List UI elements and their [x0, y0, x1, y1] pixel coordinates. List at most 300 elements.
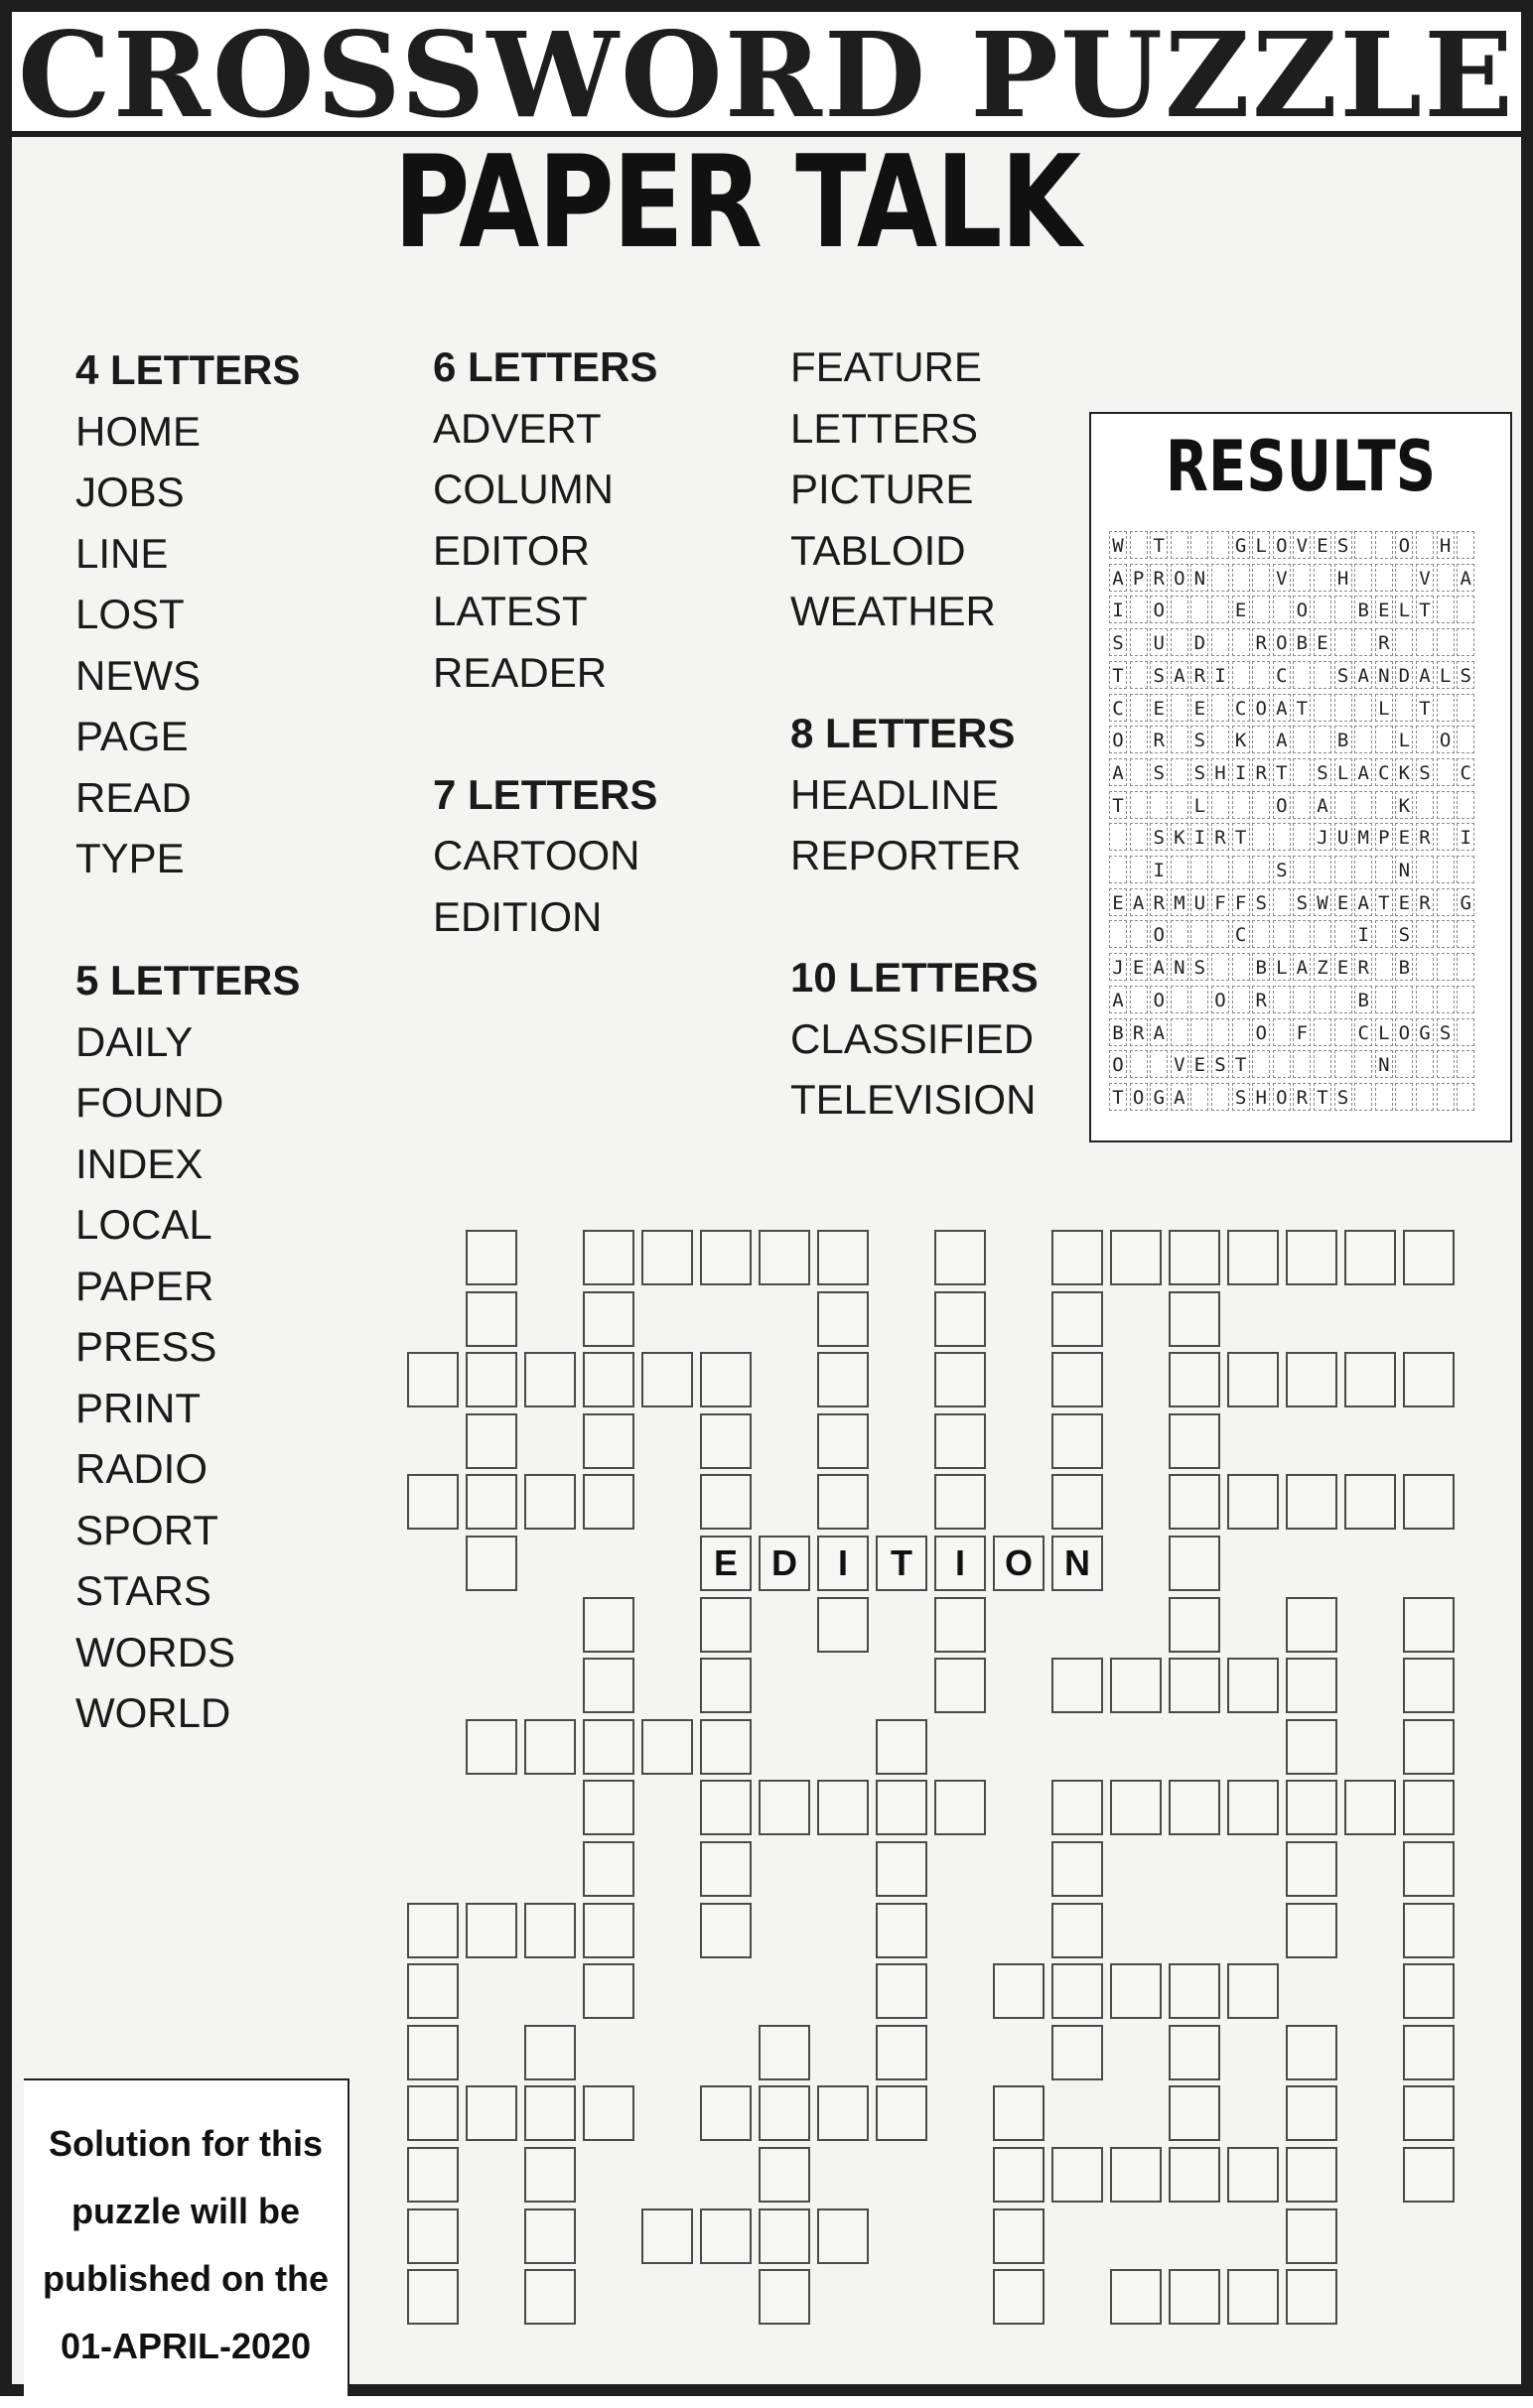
- solution-line-1: Solution for this: [49, 2123, 323, 2164]
- results-cell: F: [1232, 888, 1250, 916]
- crossword-cell[interactable]: [759, 2147, 810, 2203]
- results-cell: A: [1314, 791, 1331, 819]
- word-list-item: INDEX: [75, 1139, 204, 1187]
- crossword-cell[interactable]: [466, 1413, 517, 1469]
- results-cell: O: [1437, 726, 1455, 753]
- results-cell: U: [1334, 823, 1352, 851]
- crossword-cell[interactable]: [817, 2208, 869, 2264]
- crossword-cell[interactable]: [700, 1658, 752, 1713]
- results-cell: O: [1252, 1018, 1270, 1046]
- results-cell: A: [1293, 953, 1311, 981]
- crossword-cell[interactable]: [524, 2208, 576, 2264]
- crossword-cell[interactable]: [1110, 2147, 1162, 2203]
- crossword-cell[interactable]: [1227, 2269, 1279, 2325]
- crossword-cell[interactable]: [1403, 1658, 1455, 1713]
- results-cell: I: [1354, 920, 1372, 948]
- crossword-cell[interactable]: [1403, 1719, 1455, 1775]
- crossword-cell[interactable]: [934, 1597, 986, 1653]
- results-cell: O: [1395, 1018, 1413, 1046]
- crossword-cell[interactable]: [466, 1536, 517, 1591]
- results-cell: T: [1232, 1050, 1250, 1078]
- crossword-cell[interactable]: [1051, 2025, 1103, 2080]
- crossword-cell[interactable]: [700, 1413, 752, 1469]
- word-list-item: READ: [75, 773, 192, 821]
- results-cell: U: [1190, 888, 1208, 916]
- crossword-cell[interactable]: [407, 1474, 459, 1530]
- crossword-cell[interactable]: [759, 2208, 810, 2264]
- crossword-cell[interactable]: [1403, 1903, 1455, 1958]
- results-cell: S: [1150, 758, 1168, 786]
- crossword-cell[interactable]: [934, 1352, 986, 1407]
- results-cell: A: [1354, 661, 1372, 689]
- word-list-item: RADIO: [75, 1445, 209, 1492]
- crossword-cell[interactable]: [1227, 1658, 1279, 1713]
- crossword-cell[interactable]: [700, 1719, 752, 1775]
- page-title: CROSSWORD PUZZLE: [17, 6, 1516, 144]
- crossword-cell[interactable]: [1227, 2147, 1279, 2203]
- crossword-given-letter: I: [934, 1536, 986, 1591]
- word-list-item: EDITOR: [433, 526, 590, 574]
- results-cell: S: [1273, 856, 1291, 883]
- crossword-cell[interactable]: [993, 2147, 1045, 2203]
- results-cell: S: [1232, 1083, 1250, 1111]
- results-cell: B: [1354, 596, 1372, 623]
- results-cell: B: [1252, 953, 1270, 981]
- results-cell: O: [1252, 694, 1270, 722]
- crossword-cell[interactable]: [1286, 1719, 1337, 1775]
- crossword-cell[interactable]: [407, 2147, 459, 2203]
- results-cell: E: [1314, 531, 1331, 559]
- crossword-cell[interactable]: [876, 2085, 927, 2141]
- results-cell: T: [1416, 596, 1434, 623]
- results-cell: S: [1190, 953, 1208, 981]
- results-cell: L: [1375, 1018, 1393, 1046]
- crossword-cell[interactable]: [466, 1230, 517, 1285]
- results-cell: O: [1273, 628, 1291, 656]
- results-cell: O: [1273, 791, 1291, 819]
- crossword-cell[interactable]: [700, 1597, 752, 1653]
- results-cell: L: [1334, 758, 1352, 786]
- results-cell: S: [1211, 1050, 1229, 1078]
- results-cell: J: [1109, 953, 1127, 981]
- crossword-cell[interactable]: [583, 1658, 634, 1713]
- results-cell: J: [1314, 823, 1331, 851]
- crossword-cell[interactable]: [1286, 1597, 1337, 1653]
- crossword-cell[interactable]: [1344, 1230, 1396, 1285]
- crossword-cell[interactable]: [641, 1352, 693, 1407]
- results-cell: S: [1150, 661, 1168, 689]
- crossword-cell[interactable]: [1286, 1903, 1337, 1958]
- results-cell: T: [1416, 694, 1434, 722]
- word-list-item: ADVERT: [433, 404, 602, 452]
- results-cell: D: [1190, 628, 1208, 656]
- crossword-cell[interactable]: [934, 1780, 986, 1835]
- word-list-item: EDITION: [433, 892, 603, 940]
- crossword-cell[interactable]: [759, 2085, 810, 2141]
- crossword-cell[interactable]: [759, 1780, 810, 1835]
- word-list-item: READER: [433, 648, 608, 696]
- crossword-cell[interactable]: [641, 2208, 693, 2264]
- results-cell: E: [1109, 888, 1127, 916]
- crossword-cell[interactable]: [1051, 1230, 1103, 1285]
- crossword-cell[interactable]: [817, 1413, 869, 1469]
- crossword-cell[interactable]: [876, 2025, 927, 2080]
- crossword-cell[interactable]: [1169, 1474, 1220, 1530]
- crossword-cell[interactable]: [641, 1719, 693, 1775]
- crossword-cell[interactable]: [876, 1903, 927, 1958]
- results-cell: V: [1416, 564, 1434, 592]
- crossword-cell[interactable]: [583, 1413, 634, 1469]
- crossword-cell[interactable]: [700, 1474, 752, 1530]
- crossword-cell[interactable]: [524, 2085, 576, 2141]
- crossword-cell[interactable]: [1403, 1230, 1455, 1285]
- crossword-given-letter: I: [817, 1536, 869, 1591]
- results-cell: A: [1109, 758, 1127, 786]
- crossword-cell[interactable]: [466, 2085, 517, 2141]
- crossword-cell[interactable]: [1110, 1963, 1162, 2019]
- crossword-cell[interactable]: [1403, 1841, 1455, 1897]
- crossword-cell[interactable]: [934, 1291, 986, 1347]
- results-cell: V: [1171, 1050, 1188, 1078]
- results-cell: S: [1334, 1083, 1352, 1111]
- crossword-cell[interactable]: [1169, 2147, 1220, 2203]
- word-length-heading: 8 LETTERS: [790, 710, 1016, 756]
- word-list-item: NEWS: [75, 651, 201, 699]
- results-cell: C: [1375, 758, 1393, 786]
- crossword-cell[interactable]: [1286, 1474, 1337, 1530]
- crossword-cell[interactable]: [407, 2025, 459, 2080]
- crossword-cell[interactable]: [583, 1719, 634, 1775]
- results-cell: T: [1375, 888, 1393, 916]
- results-cell: G: [1457, 888, 1474, 916]
- crossword-cell[interactable]: [641, 1230, 693, 1285]
- crossword-cell[interactable]: [583, 1903, 634, 1958]
- crossword-cell[interactable]: [1051, 1291, 1103, 1347]
- crossword-cell[interactable]: [524, 2147, 576, 2203]
- crossword-cell[interactable]: [1227, 1230, 1279, 1285]
- word-list-item: WORLD: [75, 1689, 231, 1736]
- crossword-cell[interactable]: [1051, 1474, 1103, 1530]
- results-cell: T: [1109, 791, 1127, 819]
- word-list-item: PAGE: [75, 713, 189, 759]
- word-list-item: CLASSIFIED: [790, 1014, 1035, 1062]
- crossword-cell[interactable]: [1169, 1963, 1220, 2019]
- results-cell: A: [1109, 986, 1127, 1013]
- results-cell: I: [1109, 596, 1127, 623]
- results-cell: L: [1395, 726, 1413, 753]
- results-cell: S: [1252, 888, 1270, 916]
- results-cell: E: [1334, 953, 1352, 981]
- word-length-heading: 6 LETTERS: [433, 343, 658, 390]
- results-cell: L: [1190, 791, 1208, 819]
- results-cell: A: [1109, 564, 1127, 592]
- results-cell: E: [1130, 953, 1148, 981]
- results-cell: S: [1293, 888, 1311, 916]
- results-cell: B: [1354, 986, 1372, 1013]
- results-cell: C: [1232, 920, 1250, 948]
- results-cell: O: [1150, 596, 1168, 623]
- results-cell: S: [1334, 661, 1352, 689]
- crossword-cell[interactable]: [1286, 2025, 1337, 2080]
- crossword-cell[interactable]: [407, 1963, 459, 2019]
- crossword-cell[interactable]: [1286, 1780, 1337, 1835]
- crossword-cell[interactable]: [1169, 2025, 1220, 2080]
- results-cell: N: [1190, 564, 1208, 592]
- crossword-cell[interactable]: [700, 1841, 752, 1897]
- crossword-cell[interactable]: [934, 1413, 986, 1469]
- results-cell: A: [1150, 953, 1168, 981]
- crossword-cell[interactable]: [1051, 2147, 1103, 2203]
- results-cell: N: [1395, 856, 1413, 883]
- results-cell: V: [1273, 564, 1291, 592]
- crossword-cell[interactable]: [1169, 1230, 1220, 1285]
- results-cell: O: [1109, 1050, 1127, 1078]
- crossword-cell[interactable]: [466, 1719, 517, 1775]
- crossword-cell[interactable]: [993, 2269, 1045, 2325]
- crossword-cell[interactable]: [583, 1963, 634, 2019]
- crossword-cell[interactable]: [583, 1291, 634, 1347]
- word-list-item: FOUND: [75, 1079, 224, 1126]
- crossword-cell[interactable]: [524, 1352, 576, 1407]
- results-cell: E: [1190, 1050, 1208, 1078]
- results-cell: N: [1171, 953, 1188, 981]
- crossword-cell[interactable]: [583, 1780, 634, 1835]
- results-cell: E: [1190, 694, 1208, 722]
- crossword-cell[interactable]: [524, 1474, 576, 1530]
- crossword-cell[interactable]: [700, 1780, 752, 1835]
- results-cell: H: [1252, 1083, 1270, 1111]
- crossword-cell[interactable]: [934, 1230, 986, 1285]
- results-cell: A: [1171, 661, 1188, 689]
- crossword-cell[interactable]: [1403, 2085, 1455, 2141]
- crossword-cell[interactable]: [1403, 2025, 1455, 2080]
- crossword-cell[interactable]: [1286, 1230, 1337, 1285]
- crossword-cell[interactable]: [524, 2269, 576, 2325]
- word-list-item: SPORT: [75, 1506, 218, 1553]
- crossword-cell[interactable]: [524, 1719, 576, 1775]
- crossword-cell[interactable]: [759, 1230, 810, 1285]
- word-list-item: LOST: [75, 591, 185, 637]
- crossword-cell[interactable]: [1403, 1780, 1455, 1835]
- crossword-cell[interactable]: [993, 2208, 1045, 2264]
- crossword-cell[interactable]: [759, 2025, 810, 2080]
- results-cell: O: [1273, 1083, 1291, 1111]
- crossword-cell[interactable]: [1051, 1903, 1103, 1958]
- results-cell: P: [1130, 564, 1148, 592]
- crossword-cell[interactable]: [1344, 1474, 1396, 1530]
- solution-text: [24, 2110, 348, 2380]
- crossword-cell[interactable]: [876, 1963, 927, 2019]
- results-cell: D: [1395, 661, 1413, 689]
- crossword-cell[interactable]: [817, 1230, 869, 1285]
- word-list-item: PRESS: [75, 1323, 217, 1370]
- crossword-cell[interactable]: [407, 2269, 459, 2325]
- crossword-cell[interactable]: [1286, 1658, 1337, 1713]
- crossword-cell[interactable]: [876, 1841, 927, 1897]
- word-list-item: LOCAL: [75, 1201, 212, 1248]
- crossword-cell[interactable]: [407, 2208, 459, 2264]
- word-length-heading: 4 LETTERS: [75, 346, 301, 393]
- solution-note: [24, 2078, 349, 2396]
- results-cell: B: [1109, 1018, 1127, 1046]
- crossword-cell[interactable]: [700, 1352, 752, 1407]
- results-cell: M: [1171, 888, 1188, 916]
- crossword-cell[interactable]: [1110, 2269, 1162, 2325]
- word-list-item: JOBS: [75, 468, 185, 515]
- crossword-cell[interactable]: [700, 2085, 752, 2141]
- results-cell: U: [1150, 628, 1168, 656]
- crossword-cell[interactable]: [524, 1903, 576, 1958]
- results-cell: C: [1273, 661, 1291, 689]
- word-length-heading: 10 LETTERS: [790, 954, 1039, 1001]
- crossword-cell[interactable]: [700, 2208, 752, 2264]
- results-cell: V: [1293, 531, 1311, 559]
- crossword-cell[interactable]: [700, 1230, 752, 1285]
- results-cell: K: [1395, 758, 1413, 786]
- results-cell: L: [1273, 953, 1291, 981]
- crossword-cell[interactable]: [1403, 2147, 1455, 2203]
- crossword-cell[interactable]: [1110, 1780, 1162, 1835]
- crossword-cell[interactable]: [759, 2269, 810, 2325]
- results-cell: P: [1375, 823, 1393, 851]
- crossword-cell[interactable]: [583, 1841, 634, 1897]
- crossword-cell[interactable]: [876, 1780, 927, 1835]
- results-cell: E: [1150, 694, 1168, 722]
- crossword-cell[interactable]: [1403, 1352, 1455, 1407]
- crossword-cell[interactable]: [1403, 1597, 1455, 1653]
- crossword-cell[interactable]: [1051, 1841, 1103, 1897]
- crossword-cell[interactable]: [1403, 1474, 1455, 1530]
- crossword-cell[interactable]: [993, 2085, 1045, 2141]
- results-cell: B: [1293, 628, 1311, 656]
- results-cell: R: [1130, 1018, 1148, 1046]
- crossword-cell[interactable]: [1169, 1413, 1220, 1469]
- results-cell: S: [1416, 758, 1434, 786]
- crossword-cell[interactable]: [1286, 1841, 1337, 1897]
- crossword-cell[interactable]: [1286, 2147, 1337, 2203]
- crossword-cell[interactable]: [583, 2085, 634, 2141]
- results-cell: G: [1416, 1018, 1434, 1046]
- crossword-cell[interactable]: [1051, 1780, 1103, 1835]
- results-cell: T: [1314, 1083, 1331, 1111]
- crossword-cell[interactable]: [407, 2085, 459, 2141]
- crossword-cell[interactable]: [1286, 2085, 1337, 2141]
- crossword-cell[interactable]: [1169, 1352, 1220, 1407]
- results-cell: R: [1416, 823, 1434, 851]
- crossword-cell[interactable]: [1110, 1658, 1162, 1713]
- results-cell: S: [1190, 758, 1208, 786]
- crossword-cell[interactable]: [817, 1597, 869, 1653]
- results-cell: R: [1150, 888, 1168, 916]
- crossword-cell[interactable]: [407, 1903, 459, 1958]
- crossword-cell[interactable]: [524, 2025, 576, 2080]
- results-cell: A: [1416, 661, 1434, 689]
- crossword-cell[interactable]: [583, 1597, 634, 1653]
- results-cell: R: [1354, 953, 1372, 981]
- results-title: RESULTS: [1165, 426, 1437, 507]
- crossword-cell[interactable]: [817, 1780, 869, 1835]
- word-list-item: WORDS: [75, 1628, 235, 1675]
- crossword-cell[interactable]: [1051, 1413, 1103, 1469]
- results-cell: S: [1437, 1018, 1455, 1046]
- results-cell: L: [1375, 694, 1393, 722]
- crossword-cell[interactable]: [466, 1291, 517, 1347]
- crossword-cell[interactable]: [1110, 1230, 1162, 1285]
- results-cell: S: [1190, 726, 1208, 753]
- word-list-item: WEATHER: [790, 588, 996, 634]
- crossword-cell[interactable]: [1169, 2269, 1220, 2325]
- crossword-cell[interactable]: [1169, 1291, 1220, 1347]
- crossword-cell[interactable]: [1169, 1536, 1220, 1591]
- crossword-cell[interactable]: [583, 1474, 634, 1530]
- results-cell: R: [1150, 726, 1168, 753]
- crossword-cell[interactable]: [817, 1352, 869, 1407]
- crossword-cell[interactable]: [934, 1658, 986, 1713]
- crossword-cell[interactable]: [817, 2085, 869, 2141]
- results-cell: R: [1252, 628, 1270, 656]
- crossword-cell[interactable]: [466, 1903, 517, 1958]
- word-list-item: LATEST: [433, 588, 588, 634]
- results-cell: S: [1314, 758, 1331, 786]
- crossword-cell[interactable]: [934, 1474, 986, 1530]
- crossword-cell[interactable]: [817, 1474, 869, 1530]
- crossword-cell[interactable]: [700, 1903, 752, 1958]
- results-cell: L: [1395, 596, 1413, 623]
- crossword-cell[interactable]: [583, 1352, 634, 1407]
- word-list-item: PICTURE: [790, 466, 974, 512]
- crossword-cell[interactable]: [1286, 2208, 1337, 2264]
- crossword-cell[interactable]: [1051, 1658, 1103, 1713]
- results-cell: R: [1150, 564, 1168, 592]
- crossword-cell[interactable]: [583, 1230, 634, 1285]
- results-cell: O: [1150, 986, 1168, 1013]
- crossword-cell[interactable]: [1169, 1658, 1220, 1713]
- crossword-cell[interactable]: [1403, 1963, 1455, 2019]
- crossword-cell[interactable]: [1169, 1597, 1220, 1653]
- results-cell: S: [1109, 628, 1127, 656]
- crossword-cell[interactable]: [1286, 1352, 1337, 1407]
- crossword-cell[interactable]: [817, 1291, 869, 1347]
- crossword-cell[interactable]: [1286, 2269, 1337, 2325]
- crossword-cell[interactable]: [466, 1474, 517, 1530]
- crossword-cell[interactable]: [1227, 1780, 1279, 1835]
- results-cell: G: [1232, 531, 1250, 559]
- crossword-cell[interactable]: [1344, 1352, 1396, 1407]
- crossword-cell[interactable]: [466, 1352, 517, 1407]
- crossword-cell[interactable]: [1344, 1780, 1396, 1835]
- crossword-cell[interactable]: [1227, 1352, 1279, 1407]
- results-cell: T: [1109, 661, 1127, 689]
- word-list-item: DAILY: [75, 1017, 194, 1065]
- crossword-cell[interactable]: [407, 1352, 459, 1407]
- results-cell: S: [1395, 920, 1413, 948]
- results-cell: N: [1375, 661, 1393, 689]
- crossword-cell[interactable]: [1169, 2085, 1220, 2141]
- results-cell: O: [1293, 596, 1311, 623]
- crossword-cell[interactable]: [993, 1963, 1045, 2019]
- crossword-cell[interactable]: [1051, 1352, 1103, 1407]
- solution-line-2: puzzle will be: [70, 2191, 301, 2231]
- crossword-cell[interactable]: [1227, 1963, 1279, 2019]
- results-cell: B: [1395, 953, 1413, 981]
- crossword-cell[interactable]: [876, 1719, 927, 1775]
- crossword-given-letter: T: [876, 1536, 927, 1591]
- crossword-cell[interactable]: [1051, 1963, 1103, 2019]
- crossword-cell[interactable]: [1227, 1474, 1279, 1530]
- crossword-cell[interactable]: [1169, 1780, 1220, 1835]
- results-cell: S: [1150, 823, 1168, 851]
- results-cell: O: [1395, 531, 1413, 559]
